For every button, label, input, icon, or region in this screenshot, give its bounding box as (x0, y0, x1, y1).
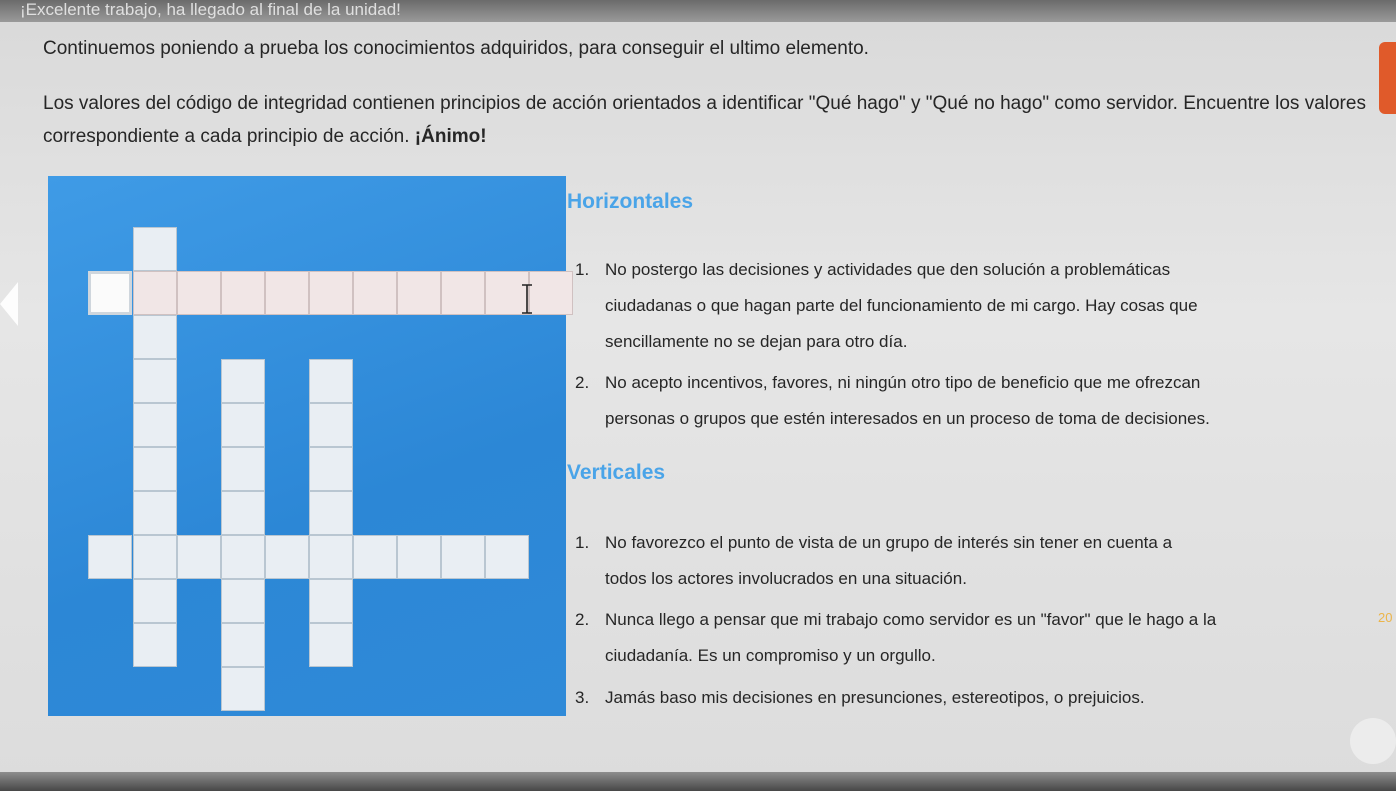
horizontal-clue-1 (575, 252, 1365, 360)
crossword-cell[interactable] (309, 447, 353, 491)
verticales-title: Verticales (567, 461, 666, 484)
text-cursor-icon (520, 284, 534, 314)
clue-text: personas o grupos que estén interesados en un proceso de toma de decisiones. (605, 409, 1210, 428)
horizontales-title: Horizontales (567, 190, 694, 213)
bottom-bar (0, 772, 1396, 791)
crossword-cell[interactable] (265, 535, 309, 579)
crossword-cell[interactable] (309, 623, 353, 667)
crossword-cell[interactable] (133, 359, 177, 403)
intro-encourage: ¡Ánimo! (414, 126, 487, 147)
clue-text: Nunca llego a pensar que mi trabajo como servidor es un "favor" que le hago a la (605, 610, 1217, 629)
crossword-cell[interactable] (133, 403, 177, 447)
clue-text: Jamás baso mis decisiones en presunciones, estereotipos, o prejuicios. (605, 688, 1145, 707)
clue-number: 2. (575, 610, 590, 629)
crossword-cell[interactable] (309, 403, 353, 447)
clue-text: todos los actores involucrados en una situación. (605, 569, 967, 588)
next-circle-icon[interactable] (1350, 718, 1396, 764)
crossword-cell[interactable] (309, 491, 353, 535)
crossword-cell[interactable] (221, 271, 265, 315)
crossword-cell[interactable] (309, 535, 353, 579)
crossword-cell[interactable] (221, 447, 265, 491)
crossword-cell[interactable] (133, 535, 177, 579)
crossword-cell[interactable] (133, 623, 177, 667)
crossword-cell[interactable] (353, 271, 397, 315)
crossword-cell[interactable] (133, 579, 177, 623)
crossword-cell[interactable] (485, 535, 529, 579)
clue-text: ciudadanía. Es un compromiso y un orgullo. (605, 646, 936, 665)
crossword-cell[interactable] (221, 623, 265, 667)
crossword-cell[interactable] (397, 535, 441, 579)
crossword-cell[interactable] (88, 535, 132, 579)
crossword-cell[interactable] (265, 271, 309, 315)
clue-text: No postergo las decisiones y actividades que den solución a problemáticas (605, 260, 1171, 279)
crossword-cell[interactable] (133, 227, 177, 271)
crossword-cell[interactable] (397, 271, 441, 315)
crossword-cell[interactable] (529, 271, 573, 315)
top-message: ¡Excelente trabajo, ha llegado al final de la unidad! (20, 0, 401, 19)
crossword-puzzle (48, 176, 566, 716)
crossword-cell[interactable] (441, 271, 485, 315)
crossword-cell-selected[interactable] (88, 271, 132, 315)
horizontal-clue-2 (575, 365, 1365, 437)
crossword-cell[interactable] (177, 271, 221, 315)
crossword-cell[interactable] (221, 667, 265, 711)
intro-line-1: Continuemos poniendo a prueba los conocimientos adquiridos, para conseguir el ultimo elemento. (43, 38, 869, 59)
crossword-cell[interactable] (133, 491, 177, 535)
vertical-clue-2 (575, 602, 1365, 674)
clue-text: No acepto incentivos, favores, ni ningún otro tipo de beneficio que me ofrezcan (605, 373, 1201, 392)
crossword-cell[interactable] (441, 535, 485, 579)
crossword-cell[interactable] (177, 535, 221, 579)
vertical-clue-1 (575, 525, 1365, 597)
clue-number: 1. (575, 260, 590, 279)
clue-number: 2. (575, 373, 590, 392)
prev-arrow-icon[interactable] (0, 282, 18, 326)
clue-number: 3. (575, 688, 590, 707)
vertical-clue-3 (575, 680, 1365, 716)
crossword-cell[interactable] (221, 491, 265, 535)
intro-text: Los valores del código de integridad contienen principios de acción orientados a identificar "Qué hago" y "Qué no hago" como servidor. Encuentre los valores correspondiente a cada principio de acción. (43, 93, 1366, 147)
crossword-cell[interactable] (221, 579, 265, 623)
menu-tab-icon[interactable] (1379, 42, 1396, 114)
crossword-cell[interactable] (133, 315, 177, 359)
clue-text: No favorezco el punto de vista de un grupo de interés sin tener en cuenta a (605, 533, 1173, 552)
top-bar (0, 0, 1396, 22)
clue-text: sencillamente no se dejan para otro día. (605, 332, 908, 351)
clue-text: ciudadanas o que hagan parte del funcionamiento de mi cargo. Hay cosas que (605, 296, 1198, 315)
crossword-cell[interactable] (309, 271, 353, 315)
crossword-cell[interactable] (133, 271, 177, 315)
intro-line-2 (43, 87, 1373, 153)
crossword-cell[interactable] (133, 447, 177, 491)
crossword-cell[interactable] (221, 535, 265, 579)
crossword-cell[interactable] (353, 535, 397, 579)
crossword-cell[interactable] (221, 403, 265, 447)
page-number: 20 (1378, 610, 1393, 625)
crossword-cell[interactable] (221, 359, 265, 403)
clue-number: 1. (575, 533, 590, 552)
crossword-cell[interactable] (309, 359, 353, 403)
crossword-cell[interactable] (309, 579, 353, 623)
